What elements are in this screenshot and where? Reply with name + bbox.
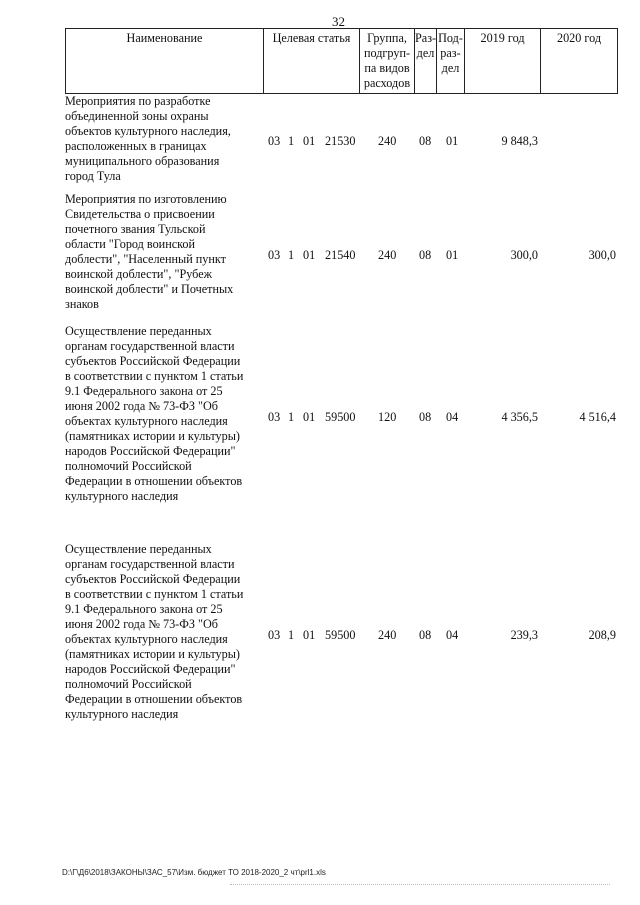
amount-2019: 9 848,3 [501,134,538,148]
subsection-value: 04 [446,410,459,424]
target-code-program: 03 [268,410,281,424]
scan-artifact-line [230,884,610,886]
subsection-value: 01 [446,134,459,148]
section-value: 08 [419,248,432,262]
expense-group-value: 240 [378,134,397,148]
table-header [65,28,618,94]
amount-2019: 4 356,5 [501,410,538,424]
row-name: Осуществление переданных органам государственной власти субъектов Российской Федерации в соответствии с пунктом 1 статьи 9.1 Федерального закона от 25 июня 2002 года № 73-ФЗ "Об объектах культурного наследия (памятниках истории и культуры) народов Российской Федерации" полномочий Российской Федерации в отношении объектов культурного наследия [65,542,244,721]
target-code-direction: 21530 [325,134,356,148]
file-path-footer: D:\Г\Д6\2018\ЗАКОНЫ\ЗАС_57\Изм. бюджет ТО 2018-2020_2 чт\prl1.xls [62,868,326,877]
amount-2019: 300,0 [510,248,538,262]
header-year-2019: 2019 год [464,29,540,93]
header-expense-group: Группа, подгруп- па видов расходов [359,29,414,93]
amount-2019: 239,3 [510,628,538,642]
amount-2020: 300,0 [588,248,616,262]
target-code-main-event: 01 [303,410,316,424]
target-code-direction: 59500 [325,410,356,424]
target-code-main-event: 01 [303,134,316,148]
table-row [65,192,618,318]
target-code-direction: 21540 [325,248,356,262]
header-year-2020: 2020 год [540,29,618,93]
row-name: Мероприятия по изготовлению Свидетельства о присвоении почетного звания Тульской области "Город воинской доблести", "Населенный пункт воинской доблести", "Рубеж воинской доблести" и Почетных знаков [65,192,234,311]
amount-2020: 4 516,4 [579,410,616,424]
target-code-main-event: 01 [303,248,316,262]
subsection-value: 01 [446,248,459,262]
expense-group-value: 240 [378,248,397,262]
expense-group-value: 120 [378,410,397,424]
subsection-value: 04 [446,628,459,642]
section-value: 08 [419,628,432,642]
header-subsection: Под- раз- дел [436,29,464,93]
table-row [65,324,618,514]
budget-table [65,28,618,721]
page-number: 32 [332,14,345,29]
amount-2020: 208,9 [588,628,616,642]
target-code-main-event: 01 [303,628,316,642]
target-code-subprogram: 1 [288,410,295,424]
table-row [65,94,618,190]
target-code-program: 03 [268,628,281,642]
table-row [65,542,618,732]
target-code-direction: 59500 [325,628,356,642]
target-code-subprogram: 1 [288,628,295,642]
target-code-subprogram: 1 [288,134,295,148]
target-code-program: 03 [268,248,281,262]
row-name: Мероприятия по разработке объединенной зоны охраны объектов культурного наследия, расположенных в границах муниципального образования город Тула [65,94,231,183]
target-code-program: 03 [268,134,281,148]
section-value: 08 [419,134,432,148]
expense-group-value: 240 [378,628,397,642]
section-value: 08 [419,410,432,424]
target-code-subprogram: 1 [288,248,295,262]
header-target-article: Целевая статья [263,29,359,93]
header-name: Наименование [65,29,263,93]
row-name: Осуществление переданных органам государственной власти субъектов Российской Федерации в соответствии с пунктом 1 статьи 9.1 Федерального закона от 25 июня 2002 года № 73-ФЗ "Об объектах культурного наследия (памятниках истории и культуры) народов Российской Федерации" полномочий Российской Федерации в отношении объектов культурного наследия [65,324,244,503]
header-section: Раз- дел [414,29,436,93]
